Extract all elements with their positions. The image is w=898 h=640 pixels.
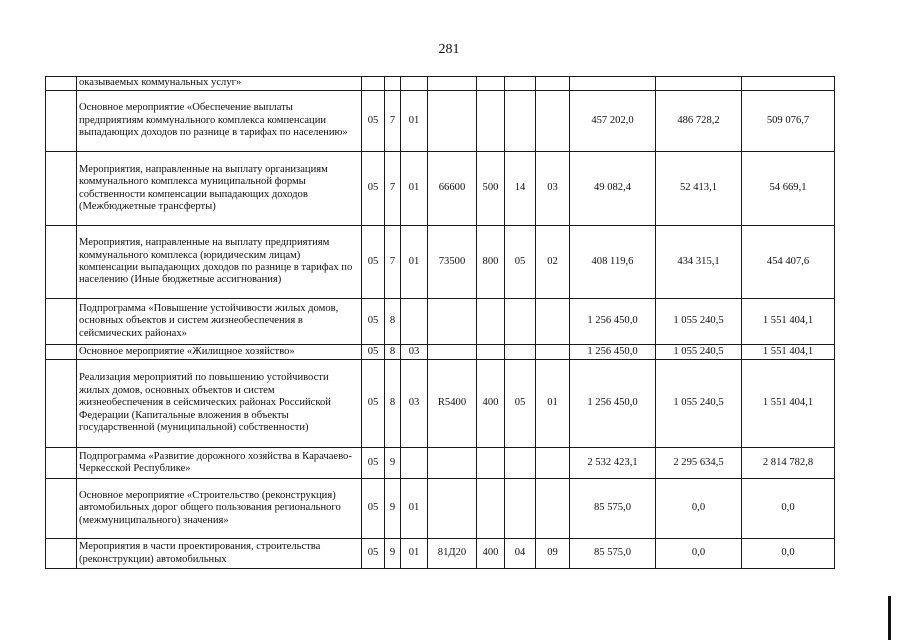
page-edge-bar	[888, 596, 891, 640]
row-name: Основное мероприятие «Жилищное хозяйство»	[77, 345, 362, 360]
direction-code	[428, 479, 477, 539]
amount-year-2: 0,0	[656, 539, 742, 569]
expense-type-code	[477, 345, 505, 360]
podrazdel-code	[536, 448, 570, 479]
subprogram-code: 9	[385, 448, 401, 479]
expense-type-code: 400	[477, 539, 505, 569]
row-number-cell	[46, 299, 77, 345]
expense-type-code	[477, 479, 505, 539]
table-row	[46, 299, 835, 345]
section-code: 05	[362, 539, 385, 569]
subprogram-code: 7	[385, 152, 401, 226]
razdel-code: 05	[505, 226, 536, 299]
podrazdel-code: 01	[536, 360, 570, 448]
expense-type-code	[477, 91, 505, 152]
amount-year-3	[742, 77, 835, 91]
event-code	[401, 448, 428, 479]
event-code: 03	[401, 360, 428, 448]
amount-year-2: 2 295 634,5	[656, 448, 742, 479]
amount-year-2: 1 055 240,5	[656, 345, 742, 360]
direction-code	[428, 448, 477, 479]
razdel-code: 14	[505, 152, 536, 226]
subprogram-code: 9	[385, 479, 401, 539]
event-code: 01	[401, 152, 428, 226]
row-name: Подпрограмма «Развитие дорожного хозяйства в Карачаево-Черкесской Республике»	[77, 448, 362, 479]
amount-year-2: 1 055 240,5	[656, 360, 742, 448]
podrazdel-code	[536, 479, 570, 539]
direction-code: 73500	[428, 226, 477, 299]
section-code	[362, 77, 385, 91]
razdel-code: 05	[505, 360, 536, 448]
row-number-cell	[46, 345, 77, 360]
amount-year-1: 49 082,4	[570, 152, 656, 226]
section-code: 05	[362, 152, 385, 226]
razdel-code	[505, 345, 536, 360]
amount-year-2: 434 315,1	[656, 226, 742, 299]
razdel-code	[505, 299, 536, 345]
table-row	[46, 448, 835, 479]
amount-year-2: 52 413,1	[656, 152, 742, 226]
razdel-code	[505, 91, 536, 152]
subprogram-code	[385, 77, 401, 91]
razdel-code	[505, 448, 536, 479]
direction-code	[428, 77, 477, 91]
direction-code	[428, 299, 477, 345]
row-name: Мероприятия, направленные на выплату предприятиям коммунального комплекса (юридическим лицам) компенсации выпадающих доходов по разнице в тарифах по населению (Иные бюджетные ассигнования)	[77, 226, 362, 299]
row-number-cell	[46, 226, 77, 299]
amount-year-1: 1 256 450,0	[570, 299, 656, 345]
subprogram-code: 8	[385, 360, 401, 448]
podrazdel-code	[536, 345, 570, 360]
section-code: 05	[362, 360, 385, 448]
subprogram-code: 7	[385, 91, 401, 152]
section-code: 05	[362, 226, 385, 299]
table-row	[46, 152, 835, 226]
razdel-code	[505, 77, 536, 91]
table-row	[46, 479, 835, 539]
amount-year-3: 0,0	[742, 479, 835, 539]
table-row	[46, 226, 835, 299]
amount-year-1	[570, 77, 656, 91]
row-name: Подпрограмма «Повышение устойчивости жилых домов, основных объектов и систем жизнеобеспечения в сейсмических районах»	[77, 299, 362, 345]
expense-type-code: 500	[477, 152, 505, 226]
direction-code	[428, 345, 477, 360]
page-number: 281	[438, 42, 460, 57]
expense-type-code	[477, 299, 505, 345]
row-number-cell	[46, 91, 77, 152]
amount-year-2: 486 728,2	[656, 91, 742, 152]
row-name: Основное мероприятие «Строительство (реконструкция) автомобильных дорог общего пользования регионального (межмуниципального) значения»	[77, 479, 362, 539]
podrazdel-code: 03	[536, 152, 570, 226]
event-code	[401, 77, 428, 91]
podrazdel-code: 09	[536, 539, 570, 569]
subprogram-code: 7	[385, 226, 401, 299]
amount-year-2	[656, 77, 742, 91]
section-code: 05	[362, 448, 385, 479]
table-row	[46, 539, 835, 569]
amount-year-1: 2 532 423,1	[570, 448, 656, 479]
row-number-cell	[46, 360, 77, 448]
table-row	[46, 360, 835, 448]
direction-code: R5400	[428, 360, 477, 448]
event-code: 01	[401, 226, 428, 299]
podrazdel-code	[536, 91, 570, 152]
amount-year-1: 1 256 450,0	[570, 360, 656, 448]
amount-year-3: 54 669,1	[742, 152, 835, 226]
expense-type-code: 400	[477, 360, 505, 448]
table-row	[46, 345, 835, 360]
row-number-cell	[46, 152, 77, 226]
table-body	[46, 77, 835, 569]
event-code	[401, 299, 428, 345]
amount-year-3: 509 076,7	[742, 91, 835, 152]
section-code: 05	[362, 479, 385, 539]
row-number-cell	[46, 479, 77, 539]
event-code: 01	[401, 539, 428, 569]
amount-year-3: 1 551 404,1	[742, 299, 835, 345]
amount-year-3: 454 407,6	[742, 226, 835, 299]
section-code: 05	[362, 345, 385, 360]
amount-year-1: 85 575,0	[570, 479, 656, 539]
amount-year-1: 457 202,0	[570, 91, 656, 152]
row-name: Мероприятия в части проектирования, строительства (реконструкции) автомобильных	[77, 539, 362, 569]
razdel-code: 04	[505, 539, 536, 569]
row-name: Реализация мероприятий по повышению устойчивости жилых домов, основных объектов и систем жизнеобеспечения в сейсмических районах Российской Федерации (Капитальные вложения в объекты государственной (муниципальной) собственности)	[77, 360, 362, 448]
amount-year-3: 1 551 404,1	[742, 345, 835, 360]
row-number-cell	[46, 448, 77, 479]
amount-year-1: 408 119,6	[570, 226, 656, 299]
razdel-code	[505, 479, 536, 539]
amount-year-3: 1 551 404,1	[742, 360, 835, 448]
subprogram-code: 8	[385, 345, 401, 360]
amount-year-3: 0,0	[742, 539, 835, 569]
amount-year-3: 2 814 782,8	[742, 448, 835, 479]
expense-type-code	[477, 448, 505, 479]
direction-code: 81Д20	[428, 539, 477, 569]
podrazdel-code	[536, 77, 570, 91]
amount-year-1: 1 256 450,0	[570, 345, 656, 360]
amount-year-1: 85 575,0	[570, 539, 656, 569]
section-code: 05	[362, 299, 385, 345]
event-code: 03	[401, 345, 428, 360]
direction-code: 66600	[428, 152, 477, 226]
amount-year-2: 1 055 240,5	[656, 299, 742, 345]
direction-code	[428, 91, 477, 152]
row-name: оказываемых коммунальных услуг»	[77, 77, 362, 91]
podrazdel-code: 02	[536, 226, 570, 299]
subprogram-code: 9	[385, 539, 401, 569]
section-code: 05	[362, 91, 385, 152]
row-number-cell	[46, 539, 77, 569]
amount-year-2: 0,0	[656, 479, 742, 539]
budget-table	[45, 76, 835, 569]
table-row	[46, 91, 835, 152]
podrazdel-code	[536, 299, 570, 345]
row-name: Основное мероприятие «Обеспечение выплаты предприятиям коммунального комплекса компенсации выпадающих доходов по разнице в тарифах по населению»	[77, 91, 362, 152]
expense-type-code	[477, 77, 505, 91]
event-code: 01	[401, 91, 428, 152]
row-name: Мероприятия, направленные на выплату организациям коммунального комплекса муниципальной формы собственности компенсации выпадающих доходов (Межбюджетные трансферты)	[77, 152, 362, 226]
subprogram-code: 8	[385, 299, 401, 345]
row-number-cell	[46, 77, 77, 91]
expense-type-code: 800	[477, 226, 505, 299]
event-code: 01	[401, 479, 428, 539]
table-row	[46, 77, 835, 91]
